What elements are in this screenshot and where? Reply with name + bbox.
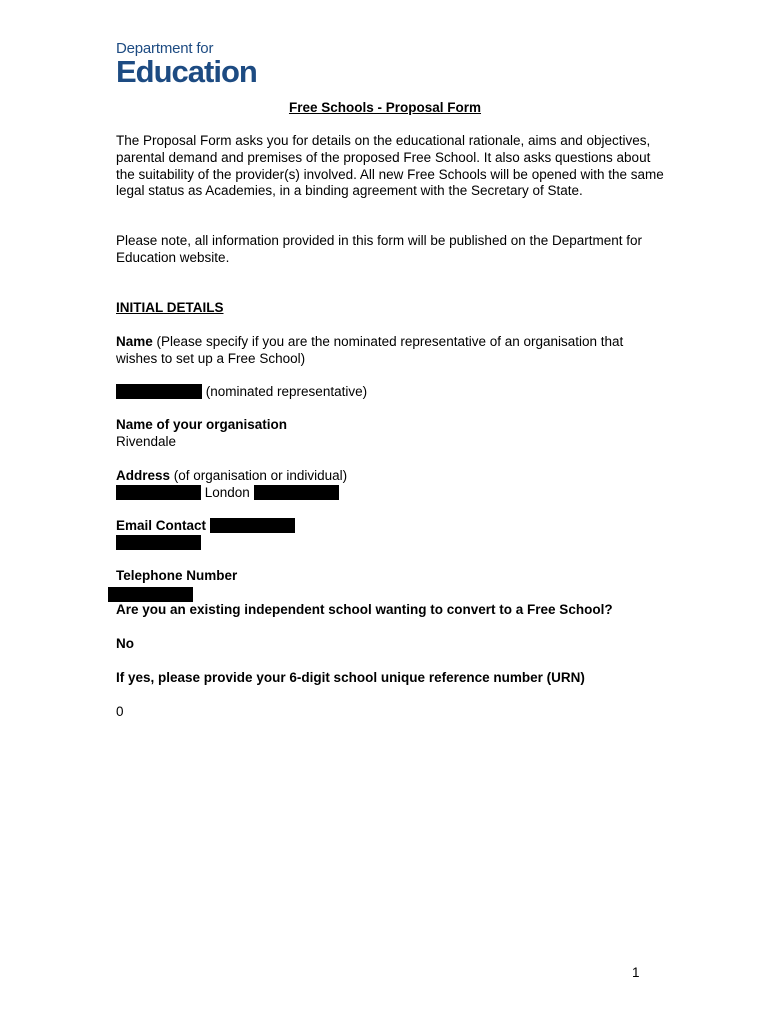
name-hint: (Please specify if you are the nominated representative of an organisation that wishes to set up a Free School) (116, 334, 624, 366)
intro-paragraph-1: The Proposal Form asks you for details on the educational rationale, aims and objectives, parental demand and premises of the proposed Free School. It also asks questions about the suitability of the provider(s) involved. All new Free Schools will be opened with the same legal status as Academies, in a binding agreement with the Secretary of State. (116, 133, 664, 199)
name-label: Name (116, 334, 153, 349)
name-value-suffix: (nominated representative) (202, 384, 368, 399)
redaction-block (210, 518, 295, 533)
urn-answer: 0 (116, 704, 124, 719)
email-value (116, 535, 666, 552)
address-value (116, 485, 666, 502)
urn-question: If yes, please provide your 6-digit school unique reference number (URN) (116, 670, 585, 685)
redaction-block (116, 535, 201, 550)
form-title: Free Schools - Proposal Form (288, 100, 482, 115)
phone-label: Telephone Number (116, 568, 238, 583)
org-value: Rivendale (116, 434, 177, 449)
logo-line-2: Education (116, 54, 257, 89)
section-heading: INITIAL DETAILS (116, 300, 224, 315)
intro-paragraph-2: Please note, all information provided in this form will be published on the Department for Education website. (116, 233, 643, 265)
existing-school-question: Are you an existing independent school wanting to convert to a Free School? (116, 602, 613, 617)
email-label: Email Contact (116, 518, 207, 533)
email-field (116, 518, 666, 535)
name-value (116, 384, 666, 401)
dfe-logo (116, 41, 257, 87)
redaction-block (254, 485, 339, 500)
name-field-label (116, 334, 666, 368)
address-label: Address (116, 468, 171, 483)
redaction-block (116, 384, 202, 399)
address-field-label (116, 468, 666, 485)
address-city: London (201, 485, 254, 500)
logo-line-1: Department for (116, 40, 214, 57)
address-hint: (of organisation or individual) (170, 468, 348, 483)
page-number: 1 (632, 965, 640, 980)
existing-school-answer: No (116, 636, 134, 651)
org-label: Name of your organisation (116, 417, 288, 432)
redaction-block (116, 485, 201, 500)
redaction-block (108, 587, 193, 602)
